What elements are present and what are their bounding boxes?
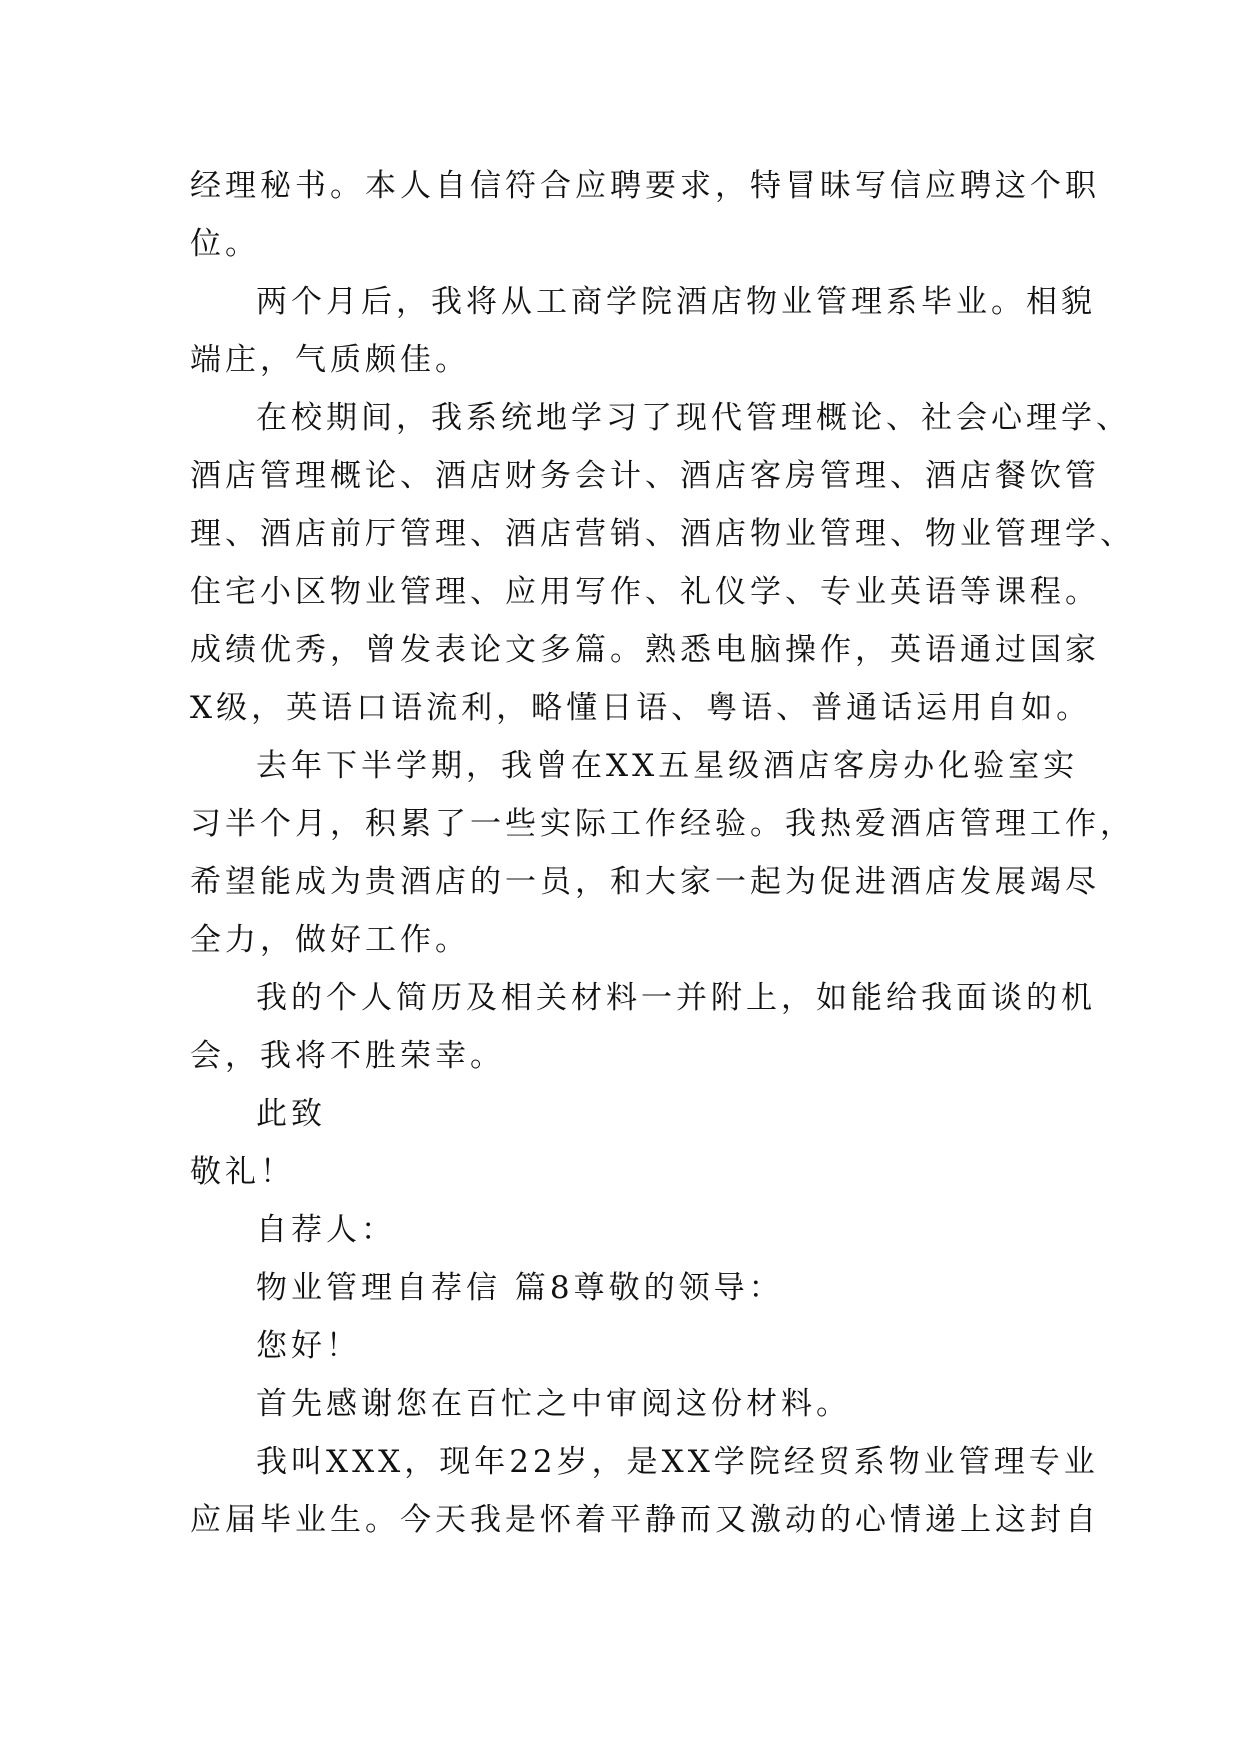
text-line: 理、酒店前厅管理、酒店营销、酒店物业管理、物业管理学、 (190, 516, 1135, 552)
text-line: 首先感谢您在百忙之中审阅这份材料。 (256, 1386, 851, 1422)
text-line: 敬礼！ (190, 1154, 295, 1190)
text-line: 我叫XXX，现年22岁，是XX学院经贸系物业管理专业 (256, 1444, 1099, 1480)
text-line: 会，我将不胜荣幸。 (190, 1038, 505, 1074)
text-line: X级，英语口语流利，略懂日语、粤语、普通话运用自如。 (190, 690, 1092, 726)
text-line: 希望能成为贵酒店的一员，和大家一起为促进酒店发展竭尽 (190, 864, 1100, 900)
text-line: 端庄，气质颇佳。 (190, 342, 470, 378)
text-line: 住宅小区物业管理、应用写作、礼仪学、专业英语等课程。 (190, 574, 1100, 610)
text-line: 两个月后，我将从工商学院酒店物业管理系毕业。相貌 (256, 284, 1096, 320)
text-line: 经理秘书。本人自信符合应聘要求，特冒昧写信应聘这个职 (190, 168, 1100, 204)
text-line: 在校期间，我系统地学习了现代管理概论、社会心理学、 (256, 400, 1131, 436)
text-line: 物业管理自荐信 篇8尊敬的领导： (256, 1270, 784, 1306)
text-line: 酒店管理概论、酒店财务会计、酒店客房管理、酒店餐饮管 (190, 458, 1100, 494)
text-line: 自荐人： (256, 1212, 396, 1248)
text-line: 此致 (256, 1096, 326, 1132)
text-line: 成绩优秀，曾发表论文多篇。熟悉电脑操作，英语通过国家 (190, 632, 1100, 668)
text-line: 我的个人简历及相关材料一并附上，如能给我面谈的机 (256, 980, 1096, 1016)
text-line: 应届毕业生。今天我是怀着平静而又激动的心情递上这封自 (190, 1502, 1100, 1538)
text-line: 习半个月，积累了一些实际工作经验。我热爱酒店管理工作， (190, 806, 1135, 842)
document-body (190, 157, 1135, 1549)
text-line: 全力，做好工作。 (190, 922, 470, 958)
text-line: 去年下半学期，我曾在XX五星级酒店客房办化验室实 (256, 748, 1079, 784)
text-line: 位。 (190, 226, 260, 262)
text-line: 您好！ (256, 1328, 361, 1364)
